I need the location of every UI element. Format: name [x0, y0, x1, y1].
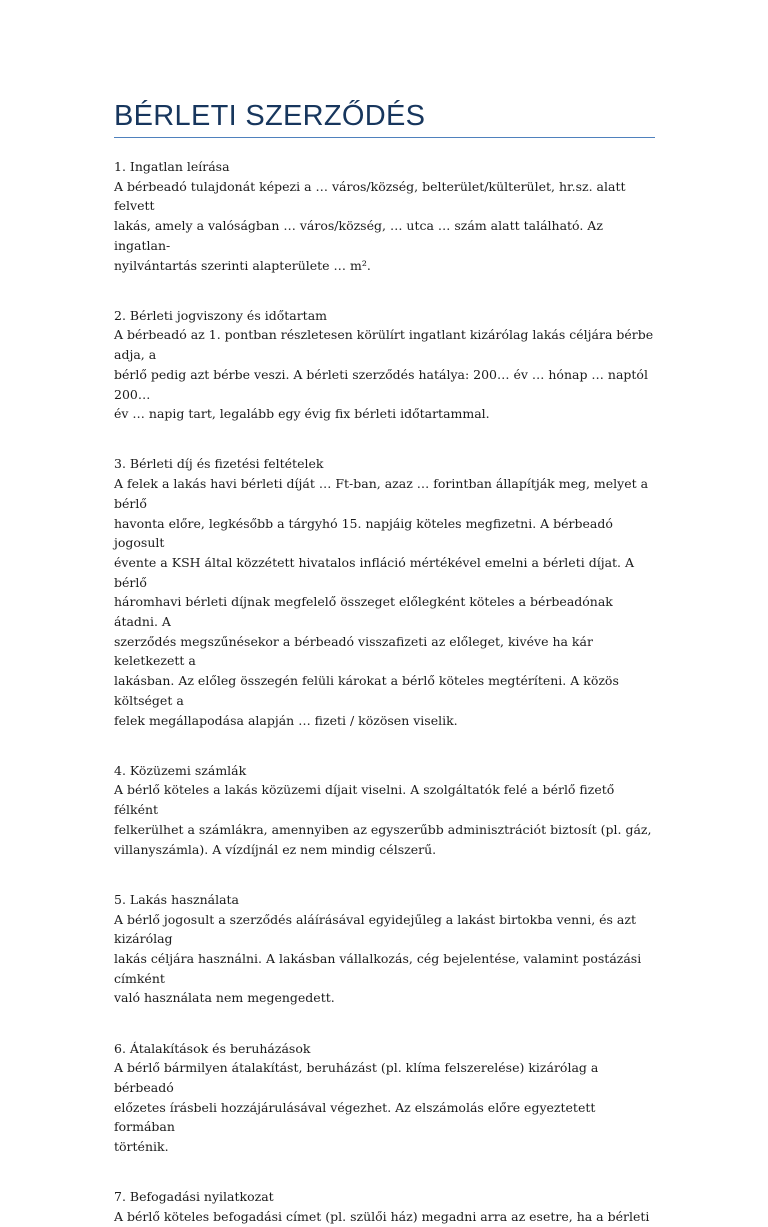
section-line: A bérbeadó az 1. pontban részletesen körülírt ingatlant kizárólag lakás céljára bérbe adja, a — [114, 327, 654, 363]
section-line: A felek a lakás havi bérleti díját … Ft-ban, azaz … forintban állapítják meg, melyet a bérlő — [114, 476, 649, 511]
section-line: felkerülhet a számlákra, amennyiben az egyszerűbb adminisztrációt biztosít (pl. gáz, — [114, 821, 652, 837]
section-line: A bérlő köteles a lakás közüzemi díjait viselni. A szolgáltatók felé a bérlő fizető félként — [114, 782, 615, 818]
section-residence-declaration — [114, 1187, 656, 1226]
section-line: év … napig tart, legalább egy évig fix bérleti időtartammal. — [114, 406, 490, 422]
section-line: havonta előre, legkésőbb a tárgyhó 15. napjáig köteles megfizetni. A bérbeadó jogosult — [114, 515, 613, 551]
section-heading: 2. Bérleti jogviszony és időtartam — [114, 307, 328, 323]
section-renovations — [114, 1039, 656, 1157]
section-rent-payment — [114, 454, 656, 730]
section-line: való használata nem megengedett. — [114, 990, 335, 1006]
section-line: bérlő pedig azt bérbe veszi. A bérleti szerződés hatálya: 200… év … hónap … naptól 200… — [114, 366, 648, 402]
section-line: évente a KSH által közzétett hivatalos infláció mértékével emelni a bérleti díjat. A bérlő — [114, 554, 635, 590]
section-line: szerződés megszűnésekor a bérbeadó visszafizeti az előleget, kivéve ha kár keletkezett a — [114, 633, 593, 669]
section-line: lakásban. Az előleg összegén felüli károkat a bérlő köteles megtéríteni. A közös költséget a — [114, 673, 619, 708]
title-divider — [114, 137, 655, 138]
section-heading: 3. Bérleti díj és fizetési feltételek — [114, 456, 324, 472]
section-heading: 4. Közüzemi számlák — [114, 762, 247, 778]
section-line: nyilvántartás szerinti alapterülete … m². — [114, 257, 371, 273]
section-line: lakás céljára használni. A lakásban vállalkozás, cég bejelentése, valamint postázási címként — [114, 950, 642, 986]
section-apartment-use — [114, 890, 656, 1008]
section-heading: 5. Lakás használata — [114, 891, 239, 907]
section-line: felek megállapodása alapján … fizeti / közösen viselik. — [114, 712, 458, 728]
section-heading: 7. Befogadási nyilatkozat — [114, 1189, 274, 1205]
section-heading: 6. Átalakítások és beruházások — [114, 1040, 311, 1056]
section-line: villanyszámla). A vízdíjnál ez nem mindig célszerű. — [114, 841, 437, 857]
section-property-description — [114, 157, 656, 275]
section-line: A bérlő jogosult a szerződés aláírásával egyidejűleg a lakást birtokba venni, és azt kizárólag — [114, 911, 636, 947]
document-title: BÉRLETI SZERZŐDÉS — [114, 100, 426, 132]
section-line: előzetes írásbeli hozzájárulásával végezhet. Az elszámolás előre egyeztetett formában — [114, 1099, 596, 1135]
section-line: A bérlő bármilyen átalakítást, beruházást (pl. klíma felszerelése) kizárólag a bérbeadó — [114, 1060, 599, 1095]
section-lease-term — [114, 306, 656, 424]
section-line: lakás, amely a valóságban … város/község, … utca … szám alatt található. Az ingatlan- — [114, 218, 603, 253]
section-line: A bérlő köteles befogadási címet (pl. szülői ház) megadni arra az esetre, ha a bérleti — [114, 1208, 650, 1224]
section-heading: 1. Ingatlan leírása — [114, 159, 230, 174]
section-line: történik. — [114, 1139, 169, 1155]
section-utility-bills — [114, 761, 656, 860]
section-line: háromhavi bérleti díjnak megfelelő összeget előlegként köteles a bérbeadónak átadni. A — [114, 594, 613, 630]
section-line: A bérbeadó tulajdonát képezi a … város/község, belterület/külterület, hr.sz. alatt felvett — [114, 178, 626, 214]
